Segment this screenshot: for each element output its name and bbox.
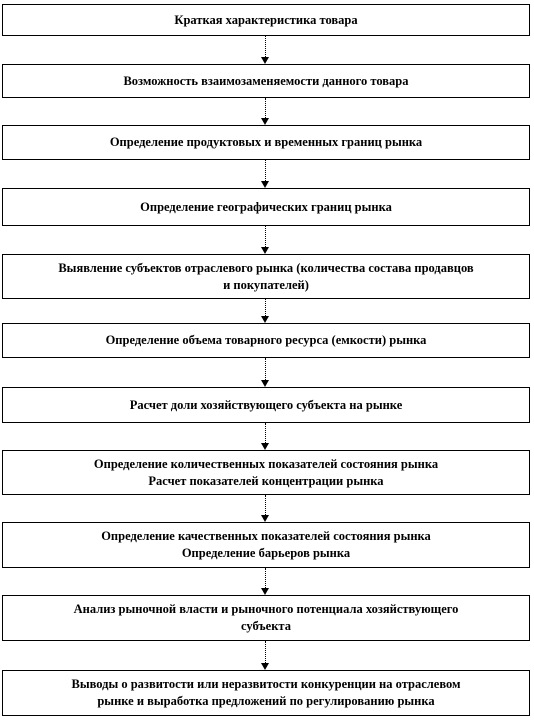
step-label: Определение географических границ рынка xyxy=(140,199,392,214)
arrow-down-icon xyxy=(261,316,269,323)
step-market-participants xyxy=(2,254,530,299)
step-product-characteristics xyxy=(2,4,530,36)
arrow-down-icon xyxy=(261,247,269,254)
arrow-down-icon xyxy=(261,588,269,595)
step-product-time-boundaries xyxy=(2,125,530,160)
step-label: Определение продуктовых и временных границ рынка xyxy=(109,135,423,149)
step-substitutability xyxy=(2,64,530,98)
connector-line xyxy=(265,36,266,57)
arrow-down-icon xyxy=(261,663,269,670)
step-quantitative-indicators xyxy=(2,450,530,495)
step-label: Выявление субъектов отраслевого рынка (количества состава продавцов и покупателей) xyxy=(58,260,474,292)
connector-line xyxy=(265,299,266,316)
step-label: Краткая характеристика товара xyxy=(174,12,358,27)
arrow-down-icon xyxy=(261,118,269,125)
connector-line xyxy=(265,641,266,663)
step-market-share xyxy=(2,387,530,423)
connector-line xyxy=(265,495,266,515)
step-geographic-boundaries xyxy=(2,188,530,226)
step-conclusions xyxy=(2,670,530,716)
connector-line xyxy=(265,226,266,247)
step-label: Возможность взаимозаменяемости данного товара xyxy=(123,73,409,88)
connector-line xyxy=(265,160,266,181)
step-label: Определение количественных показателей состояния рынка Расчет показателей концентрации рынка xyxy=(93,456,439,488)
arrow-down-icon xyxy=(261,380,269,387)
connector-line xyxy=(265,423,266,443)
arrow-down-icon xyxy=(261,515,269,522)
step-label: Определение качественных показателей состояния рынка Определение барьеров рынка xyxy=(101,529,431,560)
step-label: Расчет доли хозяйствующего субъекта на рынке xyxy=(129,397,403,412)
step-label: Определение объема товарного ресурса (емкости) рынка xyxy=(105,333,427,347)
step-market-capacity xyxy=(2,323,530,358)
step-label: Выводы о развитости или неразвитости конкуренции на отраслевом рынке и выработка предложений по регулированию рынка xyxy=(71,677,461,708)
step-market-power-analysis xyxy=(2,595,530,641)
step-qualitative-indicators xyxy=(2,522,530,568)
step-label: Анализ рыночной власти и рыночного потенциала хозяйствующего субъекта xyxy=(73,602,459,633)
arrow-down-icon xyxy=(261,443,269,450)
connector-line xyxy=(265,358,266,380)
arrow-down-icon xyxy=(261,57,269,64)
arrow-down-icon xyxy=(261,181,269,188)
connector-line xyxy=(265,98,266,118)
connector-line xyxy=(265,568,266,588)
